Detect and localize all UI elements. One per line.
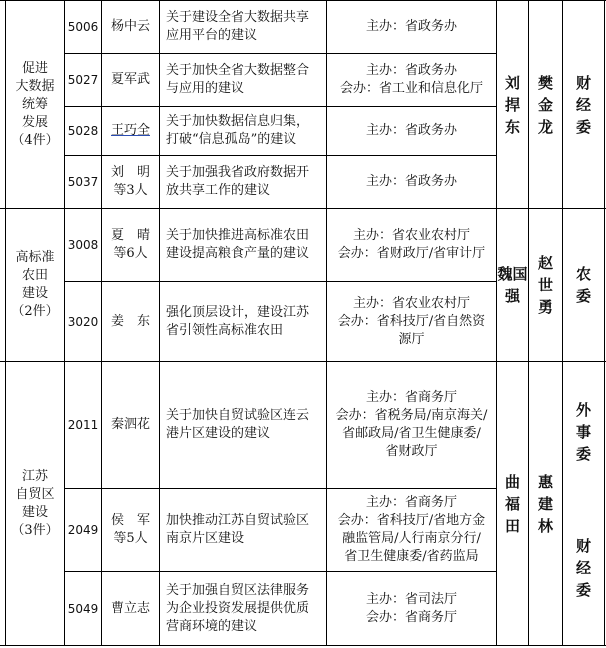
proposal-title: 关于加强我省政府数据开 放共享工作的建议 bbox=[166, 165, 310, 198]
committee: 农 委 bbox=[575, 265, 591, 305]
proposer-name: 夏 晴 等6人 bbox=[110, 228, 150, 261]
group-title: 高标准 农田 建设 （2件） bbox=[11, 250, 59, 319]
proposal-id: 5006 bbox=[67, 20, 99, 34]
rule bbox=[604, 0, 605, 646]
handling-orgs: 主办：省商务厅 会办：省税务局/南京海关/ 省邮政局/省卫生健康委/ 省财政厅 bbox=[335, 390, 488, 459]
rule bbox=[0, 645, 606, 646]
proposal-title: 关于加快全省大数据整合 与应用的建议 bbox=[166, 63, 310, 96]
supervising-official: 樊 金 龙 bbox=[537, 73, 553, 136]
proposal-id: 5037 bbox=[67, 175, 99, 189]
proposal-title: 关于加快推进高标准农田 建设提高粮食产量的建议 bbox=[166, 228, 310, 261]
proposal-id: 3020 bbox=[67, 314, 99, 329]
proposal-title: 关于加快数据信息归集， 打破“信息孤岛”的建议 bbox=[166, 114, 310, 147]
proposer-name: 侯 军 等5人 bbox=[110, 513, 150, 546]
handling-orgs: 主办：省政务办 bbox=[365, 19, 457, 34]
proposal-title: 关于加强自贸区法律服务 为企业投资发展提供优质 营商环境的建议 bbox=[166, 582, 310, 634]
proposer-name: 秦泗花 bbox=[110, 417, 150, 432]
committee: 财 经 委 bbox=[575, 73, 591, 136]
handling-orgs: 主办：省政务办 bbox=[365, 123, 457, 138]
lead-official: 魏国强 bbox=[497, 265, 528, 305]
handling-orgs: 主办：省政务办 bbox=[365, 174, 457, 189]
committee: 外 事 委 bbox=[575, 401, 591, 463]
proposal-id: 5028 bbox=[67, 124, 99, 138]
proposer-name: 曹立志 bbox=[110, 600, 150, 616]
proposal-id: 2011 bbox=[67, 418, 99, 432]
handling-orgs: 主办：省司法厅 会办：省商务厅 bbox=[365, 591, 457, 625]
proposal-title: 关于建设全省大数据共享 应用平台的建议 bbox=[166, 10, 310, 43]
proposal-id: 5049 bbox=[67, 601, 99, 616]
proposer-name: 刘 明 等3人 bbox=[110, 165, 150, 198]
supervising-official: 赵 世 勇 bbox=[537, 254, 553, 316]
proposer-name: 夏军武 bbox=[110, 72, 150, 87]
group-title: 江苏 自贸区 建设 （3件） bbox=[11, 468, 59, 538]
proposal-title: 强化顶层设计，建设江苏 省引领性高标准农田 bbox=[166, 304, 310, 338]
proposal-title: 加快推动江苏自贸试验区 南京片区建设 bbox=[166, 513, 310, 546]
supervising-official: 惠 建 林 bbox=[537, 472, 553, 535]
committee: 财 经 委 bbox=[575, 537, 591, 599]
handling-orgs: 主办：省农业农村厅 会办：省科技厅/省自然资 源厅 bbox=[337, 295, 486, 347]
handling-orgs: 主办：省政务办 会办：省工业和信息化厅 bbox=[339, 63, 483, 96]
proposer-name: 姜 东 bbox=[110, 313, 150, 329]
handling-orgs: 主办：省农业农村厅 会办：省财政厅/省审计厅 bbox=[337, 228, 486, 261]
group-title: 促进 大数据 统筹 发展 （4件） bbox=[11, 60, 59, 148]
proposer-name-text: 王巧全 bbox=[110, 123, 150, 138]
proposal-title: 关于加快自贸试验区连云 港片区建设的建议 bbox=[166, 408, 310, 441]
proposal-id: 3008 bbox=[67, 238, 99, 252]
proposal-id: 2049 bbox=[67, 523, 99, 537]
proposal-id: 5027 bbox=[67, 73, 99, 87]
lead-official: 曲 福 田 bbox=[504, 472, 520, 535]
lead-official: 刘 捍 东 bbox=[504, 73, 520, 136]
proposer-name: 杨中云 bbox=[110, 19, 150, 34]
handling-orgs: 主办：省商务厅 会办：省科技厅/省地方金 融监管局/人行南京分行/ 省卫生健康委/省药监局 bbox=[337, 495, 486, 564]
proposer-name bbox=[102, 107, 159, 155]
